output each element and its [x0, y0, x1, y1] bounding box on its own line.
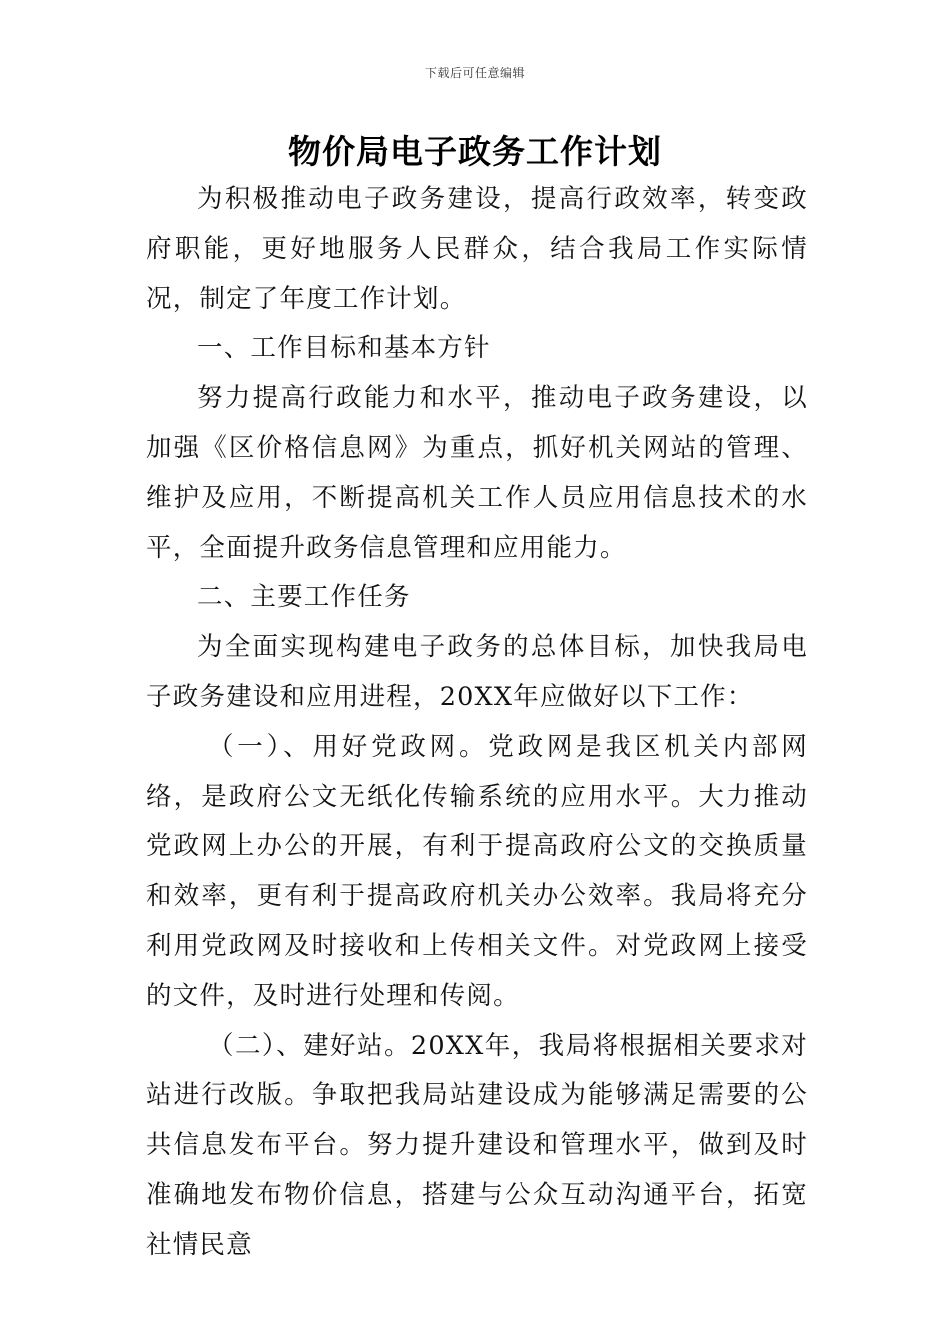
section-heading-tasks: 二、主要工作任务: [197, 582, 411, 613]
intro-paragraph: 为积极推动电子政务建设，提高行政效率，转变政府职能，更好地服务人民群众，结合我局工作实际情况，制定了年度工作计划。: [146, 184, 808, 314]
document-title: 物价局电子政务工作计划: [288, 132, 662, 171]
section-heading-goals: 一、工作目标和基本方针: [197, 333, 491, 364]
header-note: 下载后可任意编辑: [424, 66, 525, 80]
document-body: [146, 175, 808, 1271]
tasks-intro-paragraph: 为全面实现构建电子政务的总体目标，加快我局电子政务建设和应用进程，20XX年应做好以下工作：: [146, 632, 808, 712]
task-two-paragraph: （二）、建好站。20XX年，我局将根据相关要求对站进行改版。争取把我局站建设成为能够满足需要的公共信息发布平台。努力提升建设和管理水平，做到及时准确地发布物价信息，搭建与公众互动沟通平台，拓宽社情民意: [146, 1030, 808, 1260]
task-one-paragraph: （一）、用好党政网。党政网是我区机关内部网络，是政府公文无纸化传输系统的应用水平。大力推动党政网上办公的开展，有利于提高政府公文的交换质量和效率，更有利于提高政府机关办公效率。我局将充分利用党政网及时接收和上传相关文件。对党政网上接受的文件，及时进行处理和传阅。: [146, 731, 808, 1011]
goals-paragraph: 努力提高行政能力和水平，推动电子政务建设，以加强《区价格信息网》为重点，抓好机关网站的管理、维护及应用，不断提高机关工作人员应用信息技术的水平，全面提升政务信息管理和应用能力。: [146, 383, 808, 563]
